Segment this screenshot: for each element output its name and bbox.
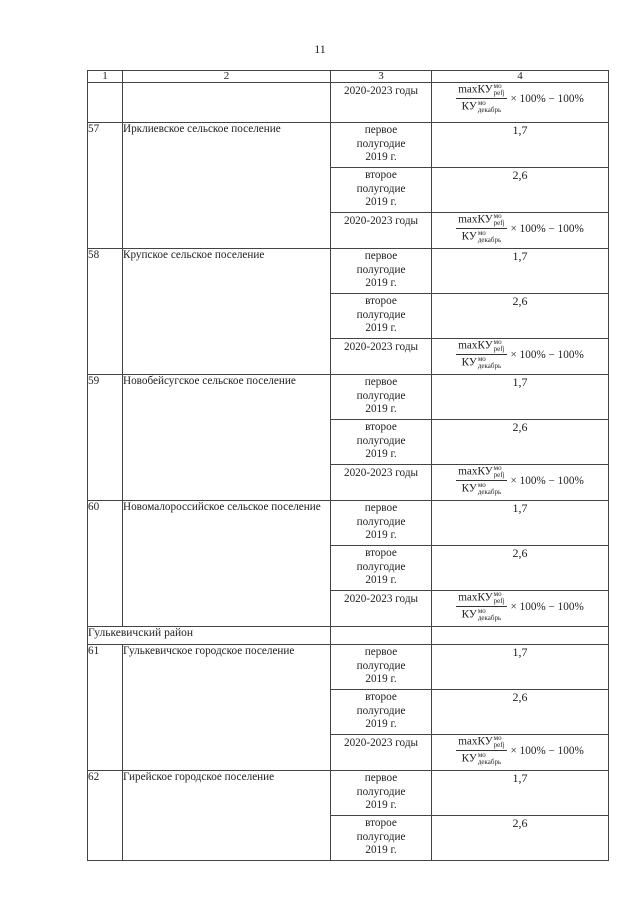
formula-cell	[432, 735, 609, 771]
table-row	[88, 249, 609, 294]
period-cell: 2020-2023 годы	[331, 735, 432, 771]
period-cell: 2020-2023 годы	[331, 339, 432, 375]
formula-cell	[432, 591, 609, 627]
formula-cell	[432, 465, 609, 501]
formula-cell	[432, 83, 609, 123]
period-cell: 2020-2023 годы	[331, 465, 432, 501]
period-cell: первое полугодие 2019 г.	[331, 645, 432, 690]
table-row	[88, 375, 609, 420]
value-cell: 2,6	[432, 546, 609, 591]
period-cell: второе полугодие 2019 г.	[331, 420, 432, 465]
table-row	[88, 771, 609, 816]
fraction	[456, 465, 506, 496]
fraction-denominator: КУ мо декабрь	[461, 607, 502, 622]
table-row	[88, 123, 609, 168]
formula-tail: × 100% − 100%	[510, 348, 584, 361]
fraction-denominator: КУ мо декабрь	[461, 481, 502, 496]
period-cell: первое полугодие 2019 г.	[331, 501, 432, 546]
period-cell: второе полугодие 2019 г.	[331, 294, 432, 339]
fraction-denominator: КУ мо декабрь	[461, 99, 502, 114]
row-number	[88, 83, 123, 123]
header-row	[88, 71, 609, 83]
fraction	[456, 591, 506, 622]
row-number: 58	[88, 249, 123, 375]
district-empty-4	[432, 627, 609, 645]
formula-tail: × 100% − 100%	[510, 600, 584, 613]
settlement-name: Гирейское городское поселение	[123, 771, 331, 861]
table-row	[88, 645, 609, 690]
value-cell: 2,6	[432, 816, 609, 861]
period-cell: 2020-2023 годы	[331, 591, 432, 627]
fraction-numerator: maxКУ мо pefj	[458, 338, 505, 353]
settlement-name	[123, 83, 331, 123]
period-cell: первое полугодие 2019 г.	[331, 123, 432, 168]
fraction-numerator: maxКУ мо pefj	[458, 82, 505, 97]
page-number: 11	[314, 42, 326, 56]
fraction-denominator: КУ мо декабрь	[461, 229, 502, 244]
fraction	[456, 213, 506, 244]
period-cell: второе полугодие 2019 г.	[331, 690, 432, 735]
header-col-1: 1	[88, 71, 123, 83]
row-number: 60	[88, 501, 123, 627]
row-number: 62	[88, 771, 123, 861]
settlement-name: Ирклиевское сельское поселение	[123, 123, 331, 249]
fraction	[456, 83, 506, 114]
value-cell: 2,6	[432, 690, 609, 735]
value-cell: 2,6	[432, 420, 609, 465]
period-cell: первое полугодие 2019 г.	[331, 249, 432, 294]
value-cell: 1,7	[432, 123, 609, 168]
district-row	[88, 627, 609, 645]
formula-tail: × 100% − 100%	[510, 744, 584, 757]
settlement-name: Новобейсугское сельское поселение	[123, 375, 331, 501]
row-number: 61	[88, 645, 123, 771]
formula-tail: × 100% − 100%	[510, 92, 584, 105]
period-cell: 2020-2023 годы	[331, 83, 432, 123]
tariff-table	[87, 70, 609, 861]
fraction-numerator: maxКУ мо pefj	[458, 464, 505, 479]
header-col-3: 3	[331, 71, 432, 83]
period-cell: первое полугодие 2019 г.	[331, 771, 432, 816]
formula-tail: × 100% − 100%	[510, 222, 584, 235]
formula-cell	[432, 213, 609, 249]
header-col-2: 2	[123, 71, 331, 83]
header-col-4: 4	[432, 71, 609, 83]
period-cell: первое полугодие 2019 г.	[331, 375, 432, 420]
fraction	[456, 735, 506, 766]
value-cell: 1,7	[432, 375, 609, 420]
table-row	[88, 501, 609, 546]
value-cell: 1,7	[432, 249, 609, 294]
district-empty-3	[331, 627, 432, 645]
value-cell: 1,7	[432, 645, 609, 690]
table-row	[88, 83, 609, 123]
value-cell: 1,7	[432, 501, 609, 546]
value-cell: 2,6	[432, 294, 609, 339]
period-cell: второе полугодие 2019 г.	[331, 546, 432, 591]
formula-cell	[432, 339, 609, 375]
district-name: Гулькевичский район	[88, 627, 331, 645]
value-cell: 1,7	[432, 771, 609, 816]
period-cell: 2020-2023 годы	[331, 213, 432, 249]
row-number: 57	[88, 123, 123, 249]
settlement-name: Гулькевичское городское поселение	[123, 645, 331, 771]
row-number: 59	[88, 375, 123, 501]
fraction-numerator: maxКУ мо pefj	[458, 590, 505, 605]
fraction	[456, 339, 506, 370]
fraction-numerator: maxКУ мо pefj	[458, 734, 505, 749]
fraction-numerator: maxКУ мо pefj	[458, 212, 505, 227]
settlement-name: Крупское сельское поселение	[123, 249, 331, 375]
formula-tail: × 100% − 100%	[510, 474, 584, 487]
fraction-denominator: КУ мо декабрь	[461, 751, 502, 766]
period-cell: второе полугодие 2019 г.	[331, 816, 432, 861]
fraction-denominator: КУ мо декабрь	[461, 355, 502, 370]
period-cell: второе полугодие 2019 г.	[331, 168, 432, 213]
settlement-name: Новомалороссийское сельское поселение	[123, 501, 331, 627]
value-cell: 2,6	[432, 168, 609, 213]
